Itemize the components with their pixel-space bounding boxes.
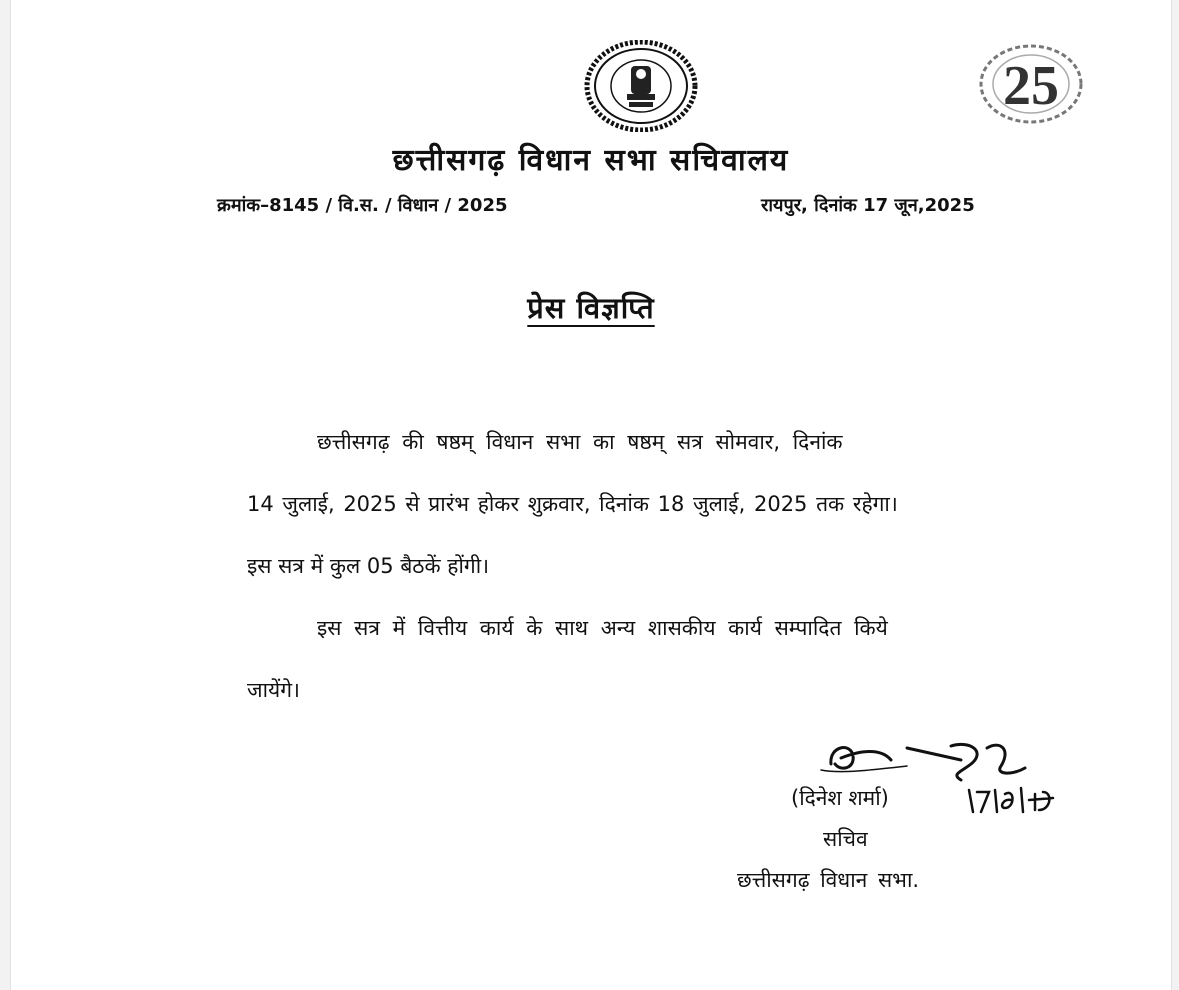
document-page (10, 0, 1172, 990)
paragraph-1-line-1: छत्तीसगढ़ की षष्ठम् विधान सभा का षष्ठम् सत्र सोमवार, दिनांक (317, 430, 843, 454)
office-title: छत्तीसगढ़ विधान सभा सचिवालय (392, 143, 790, 178)
state-emblem-seal-icon (583, 40, 699, 132)
signature-date-handwritten (963, 780, 1063, 820)
press-release-heading-text: प्रेस विज्ञप्ति (527, 291, 655, 325)
signatory-organization: छत्तीसगढ़ विधान सभा. (737, 868, 920, 892)
logo-25-text: 25 (1003, 55, 1059, 117)
paragraph-1-line-2: 14 जुलाई, 2025 से प्रारंभ होकर शुक्रवार, दिनांक 18 जुलाई, 2025 तक रहेगा। (247, 492, 898, 516)
silver-jubilee-25-logo-icon (975, 42, 1087, 126)
place-and-date: रायपुर, दिनांक 17 जून,2025 (761, 195, 975, 216)
paragraph-2-line-2: जायेंगे। (247, 678, 300, 702)
silver-jubilee-25-logo (975, 42, 1087, 126)
paragraph-2-line-1: इस सत्र में वित्तीय कार्य के साथ अन्य शासकीय कार्य सम्पादित किये (317, 616, 888, 640)
paragraph-1-line-3: इस सत्र में कुल 05 बैठकें होंगी। (247, 554, 490, 578)
signatory-name: (दिनेश शर्मा) (791, 786, 889, 810)
reference-number: क्रमांक–8145 / वि.स. / विधान / 2025 (217, 195, 508, 216)
signatory-designation: सचिव (823, 827, 868, 851)
press-release-heading (11, 288, 1171, 327)
